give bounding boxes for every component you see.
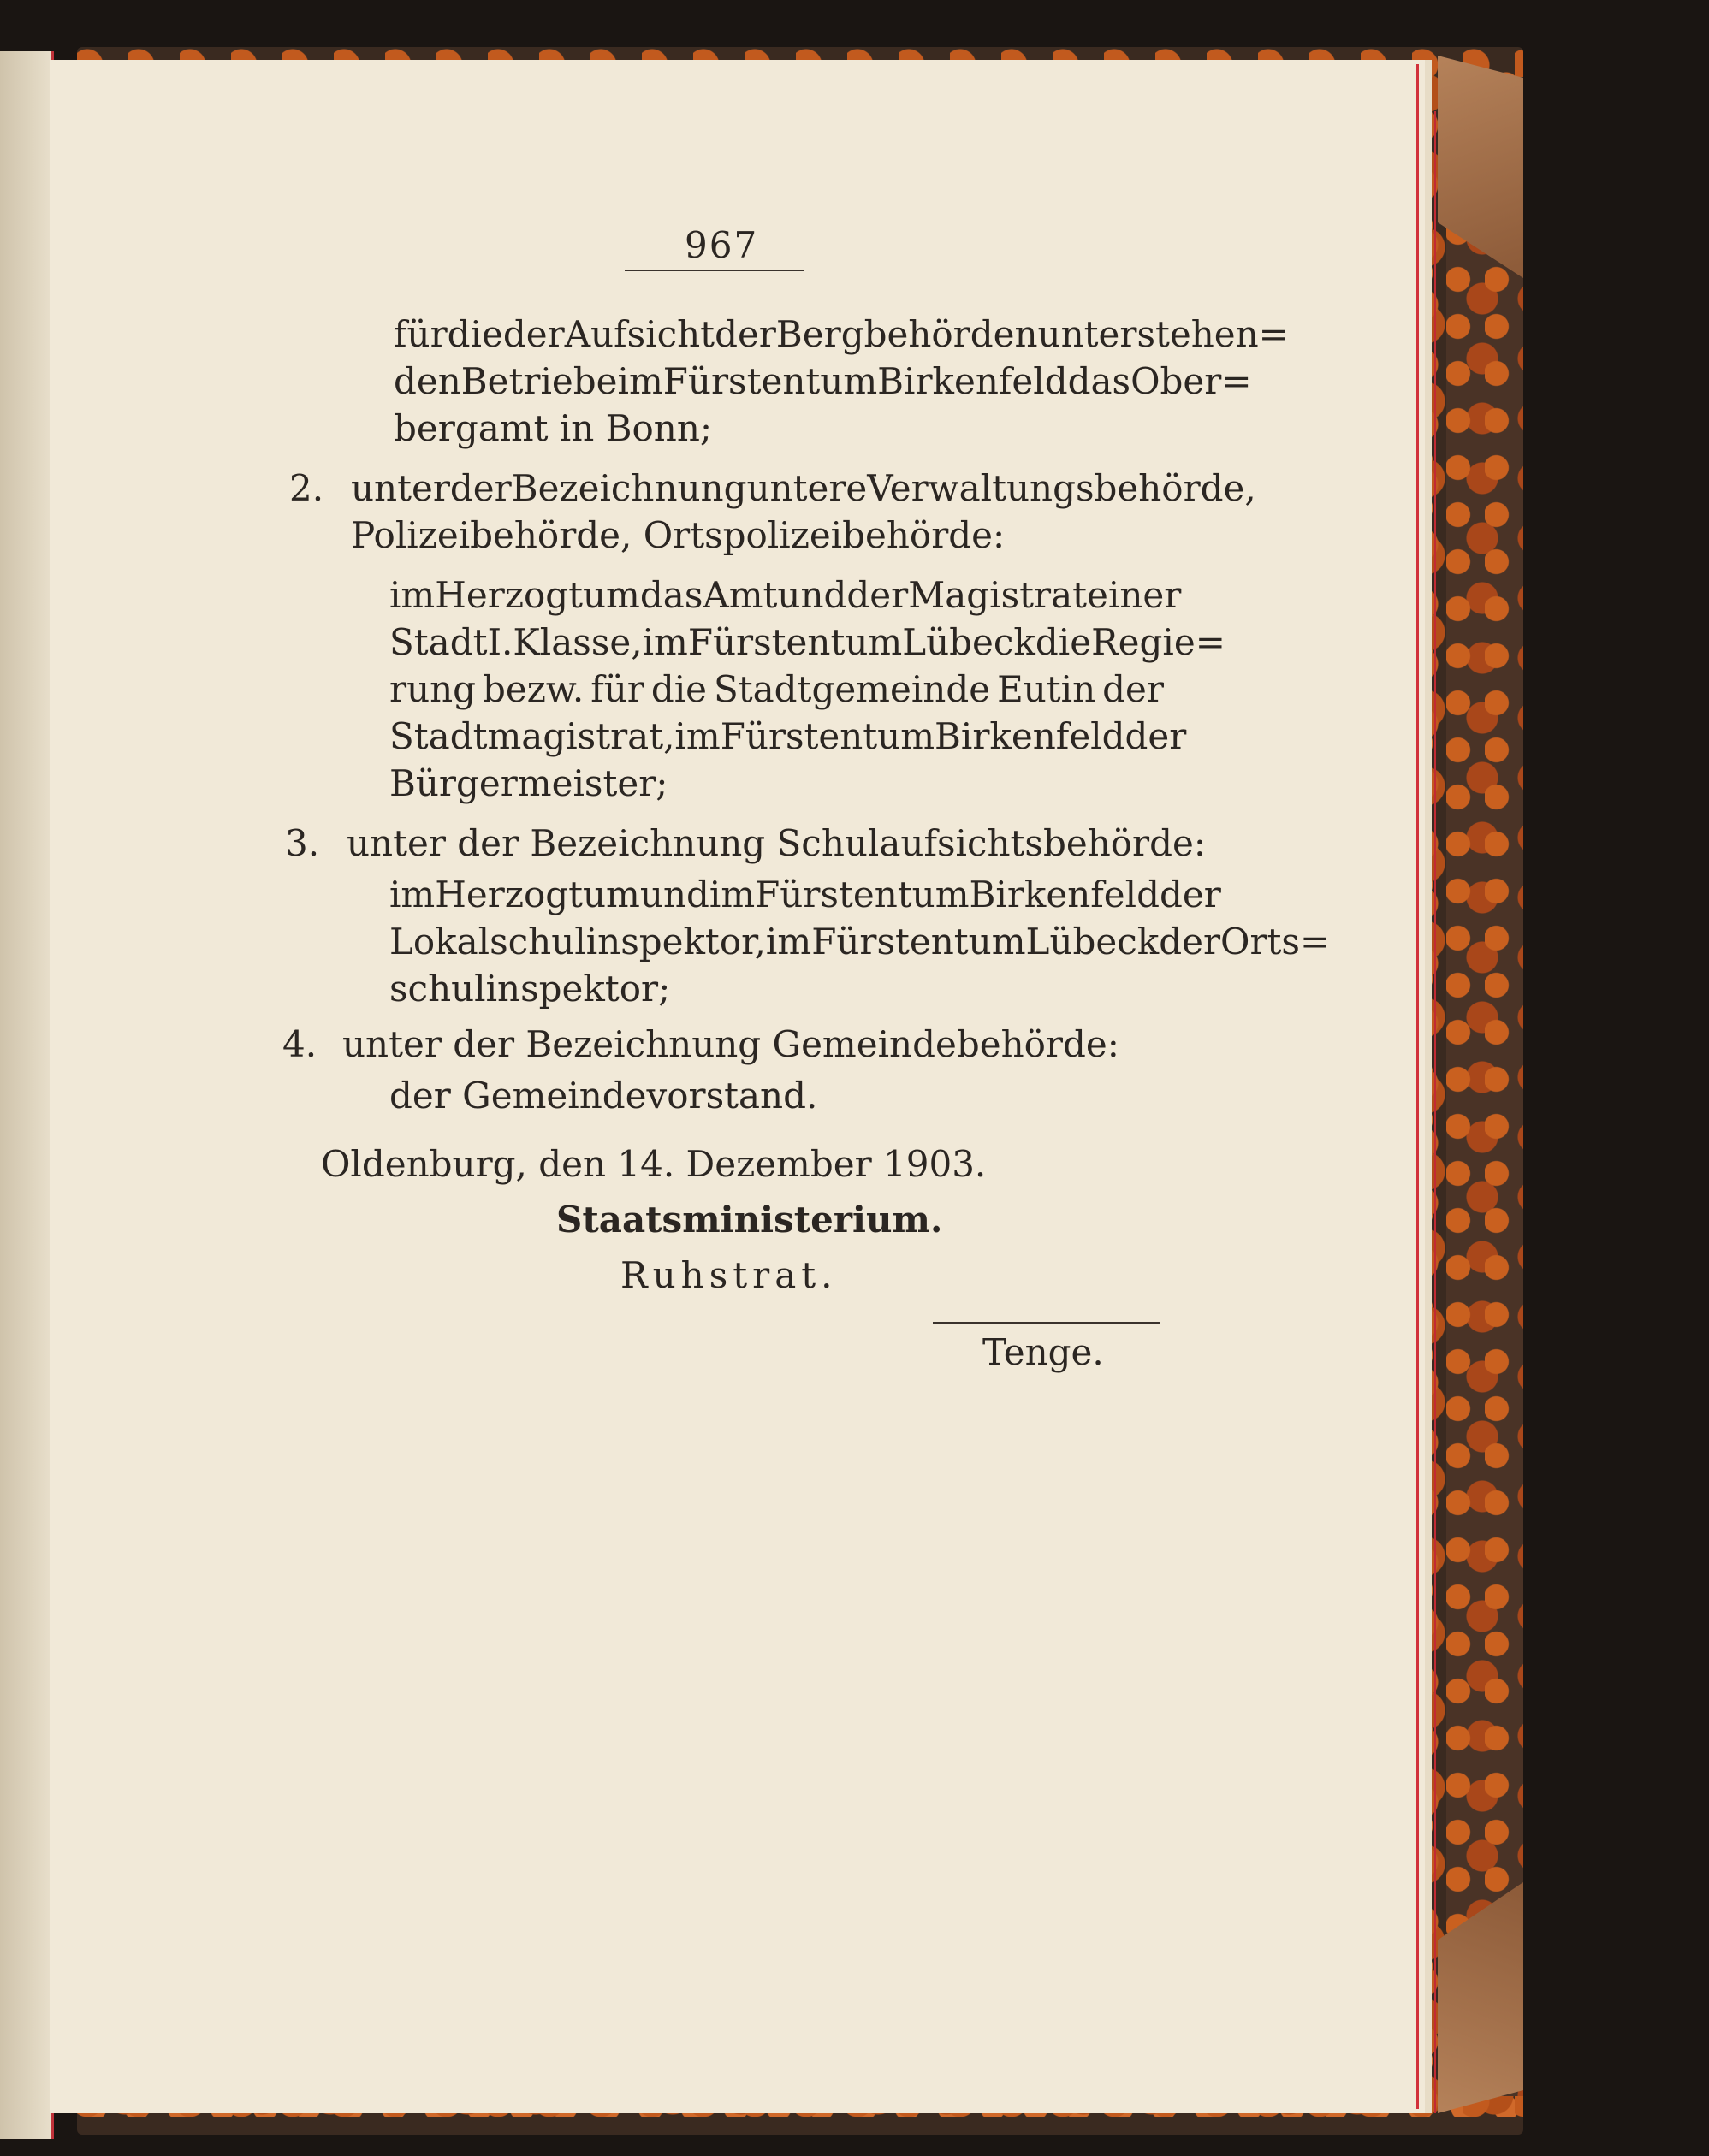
- item-number: 3.: [285, 822, 320, 864]
- text-line: im Herzogtum das Amt und der Magistrat einer: [389, 574, 1182, 616]
- text-line: schulinspektor;: [389, 968, 671, 1010]
- page-edge-red-line: [1434, 111, 1436, 2113]
- text-line: Stadtmagistrat, im Fürstentum Birkenfeld der: [389, 715, 1187, 757]
- item-heading: unter der Bezeichnung Schulaufsichtsbehörde:: [347, 822, 1207, 864]
- place-date: Oldenburg, den 14. Dezember 1903.: [321, 1143, 987, 1185]
- signatory: Ruhstrat.: [620, 1254, 838, 1296]
- text-line: der Gemeindevorstand.: [389, 1075, 818, 1116]
- item-heading: Polizeibehörde, Ortspolizeibehörde:: [351, 514, 1006, 556]
- text-line: Lokalschulinspektor, im Fürstentum Lübeck der Orts=: [389, 921, 1331, 962]
- text-line: den Betriebe im Fürstentum Birkenfeld das Ober=: [394, 360, 1252, 402]
- text-line: Stadt I. Klasse, im Fürstentum Lübeck die Regie=: [389, 621, 1225, 663]
- book-edge: [1446, 77, 1523, 2096]
- item-heading: unter der Bezeichnung untere Verwaltungsbehörde,: [351, 467, 1256, 509]
- facing-page-edge: [0, 51, 54, 2139]
- text-line: bergamt in Bonn;: [394, 407, 713, 449]
- page-number-rule: [625, 270, 804, 271]
- item-heading: unter der Bezeichnung Gemeindebehörde:: [342, 1023, 1119, 1065]
- item-number: 4.: [282, 1023, 317, 1065]
- text-line: Bürgermeister;: [389, 762, 668, 804]
- text-line: im Herzogtum und im Fürstentum Birkenfeld der: [389, 874, 1221, 915]
- item-number: 2.: [289, 467, 324, 509]
- authority: Staatsministerium.: [556, 1199, 943, 1241]
- signature-rule: [933, 1322, 1160, 1324]
- text-line: rung bezw. für die Stadtgemeinde Eutin der: [389, 668, 1164, 710]
- page-number: 967: [685, 224, 759, 266]
- text-line: für die der Aufsicht der Bergbehörden unterstehen=: [394, 313, 1289, 355]
- page-edge-red-line: [1416, 64, 1419, 2109]
- countersignatory: Tenge.: [982, 1331, 1104, 1373]
